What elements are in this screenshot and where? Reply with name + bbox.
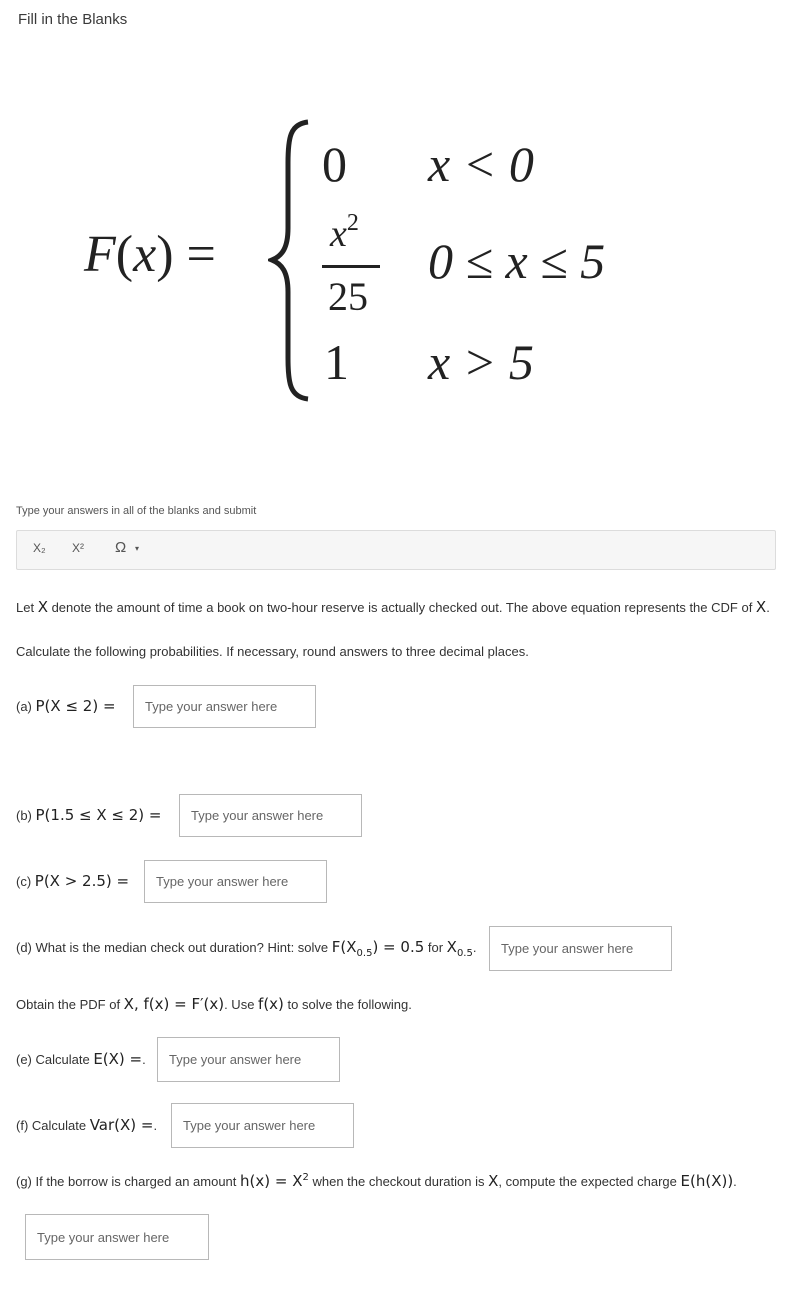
intro-end: . [766,600,770,615]
pdf-instruction [16,995,412,1013]
case2-exponent: 2 [346,210,359,236]
pdf-text-2: . Use [224,997,259,1012]
question-e [16,1050,146,1068]
qd-label: (d) What is the median check out duration? Hint: solve [16,940,332,955]
qg-math-3: E(h(X)) [680,1172,734,1190]
qf-label: (f) Calculate [16,1118,90,1133]
qg-math-1: h(x) = X [240,1172,303,1190]
answer-c-input[interactable] [144,860,327,903]
answer-a-input[interactable] [133,685,316,728]
question-b [16,806,161,824]
qc-math: P(X > 2.5) = [34,872,130,890]
qd-end: . [472,940,477,955]
qa-math: P(X ≤ 2) = [35,697,116,715]
math-toolbar [16,530,776,570]
superscript-button[interactable]: X² [72,541,84,555]
pdf-math-2: f(x) [258,995,284,1013]
qd-math-3: X [446,938,457,956]
pdf-text-1: Obtain the PDF of [16,997,124,1012]
qc-label: (c) [16,874,35,889]
case2-condition: 0 ≤ x ≤ 5 [428,233,606,289]
question-g [16,1172,737,1190]
qd-sub-2: 0.5 [456,948,473,959]
qf-end: . [153,1118,158,1133]
qd-math-1: F(X [331,938,357,956]
pdf-math-1: X, f(x) = F′(x) [123,995,225,1013]
case2-denominator: 25 [328,274,368,319]
answer-e-input[interactable] [157,1037,340,1082]
qe-math: E(X) = [93,1050,143,1068]
eq-rparen: ) [156,226,187,283]
qd-sub-1: 0.5 [356,948,373,959]
qg-text-3: , compute the expected charge [498,1174,681,1189]
case1-condition: x < 0 [428,136,534,192]
case1-value: 0 [322,136,347,192]
question-a [16,697,116,715]
qb-label: (b) [16,808,36,823]
symbols-button[interactable]: Ω [115,539,127,556]
answer-f-input[interactable] [171,1103,354,1148]
chevron-down-icon[interactable]: ▾ [135,544,140,553]
qd-math-2: ) = 0.5 [372,938,425,956]
qg-text-1: (g) If the borrow is charged an amount [16,1174,241,1189]
question-c [16,872,129,890]
qf-math: Var(X) = [89,1116,154,1134]
case2-numerator [330,212,359,256]
question-f [16,1116,157,1134]
eq-var: x [133,226,157,283]
pdf-text-3: to solve the following. [283,997,412,1012]
answer-b-input[interactable] [179,794,362,837]
calc-instruction: Calculate the following probabilities. If necessary, round answers to three decimal places. [16,644,529,659]
eq-fname: F [84,226,116,283]
page-title: Fill in the Blanks [18,11,128,28]
problem-intro [16,598,770,616]
answer-d-input[interactable] [489,926,672,971]
answer-g-input[interactable] [25,1214,209,1260]
question-d [16,938,477,959]
case3-value: 1 [324,334,349,390]
case2-numer-var: x [330,213,347,255]
qg-math-2: X [488,1172,499,1190]
left-brace [268,118,316,403]
qe-end: . [142,1052,146,1067]
instructions: Type your answers in all of the blanks and submit [16,505,257,517]
intro-var-x2: X [755,598,767,616]
qb-math: P(1.5 ≤ X ≤ 2) = [35,806,162,824]
qg-text-2: when the checkout duration is [308,1174,489,1189]
case2-fraction-bar [322,265,380,268]
eq-lparen: ( [115,226,134,283]
subscript-button[interactable]: X₂ [33,541,46,555]
case3-condition: x > 5 [428,334,534,390]
equation-lhs [84,225,216,284]
qg-end: . [733,1174,737,1189]
qd-mid: for [424,940,447,955]
eq-equals: = [186,226,216,283]
intro-var-x: X [37,598,48,616]
qa-label: (a) [16,699,36,714]
intro-text-2: denote the amount of time a book on two-hour reserve is actually checked out. The above equation represents the CDF of [47,600,756,615]
intro-text-1: Let [16,600,38,615]
qg-sup: 2 [302,1172,309,1183]
qe-label: (e) Calculate [16,1052,94,1067]
